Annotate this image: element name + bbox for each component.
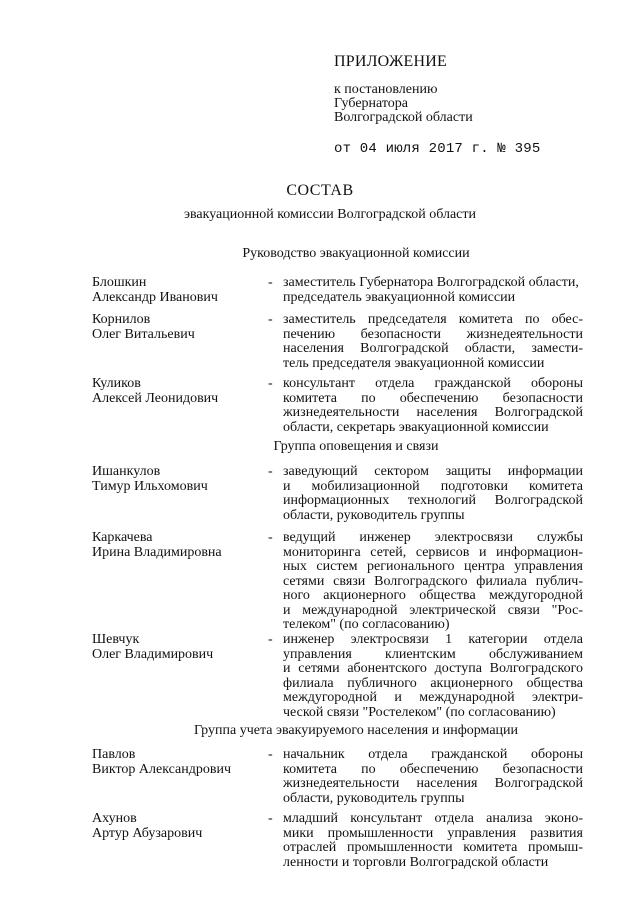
dash-separator: -	[268, 632, 273, 647]
role-line: заместитель председателя комитета по обес-	[283, 312, 583, 327]
role-line: мики промышленности управления развития	[283, 825, 583, 841]
role-line: телеком" (по согласованию)	[283, 617, 450, 632]
member-surname: Каркачева	[92, 530, 153, 545]
member-role	[283, 531, 583, 633]
member-surname: Шевчук	[92, 632, 140, 647]
role-line: и международной электрической связи "Рос-	[283, 602, 583, 618]
document-subtitle: эвакуационной комиссии Волгоградской области	[183, 207, 477, 222]
member-role	[283, 465, 583, 523]
role-line: печению безопасности жизнедеятельности	[283, 326, 583, 342]
dash-separator: -	[268, 312, 273, 327]
section-heading: Руководство эвакуационной комиссии	[242, 246, 470, 261]
dash-separator: -	[268, 811, 273, 826]
member-role	[283, 748, 583, 806]
member-role	[283, 313, 583, 371]
member-name	[92, 748, 262, 777]
role-line: жизнедеятельности населения Волгоградской	[283, 776, 583, 791]
member-surname: Куликов	[92, 376, 141, 391]
role-line: председатель эвакуационной комиссии	[283, 289, 516, 305]
role-line: тель председателя эвакуационной комиссии	[283, 355, 545, 371]
member-given-name: Ирина Владимировна	[92, 544, 222, 560]
role-line: филиала публичного акционерного общества	[283, 675, 583, 691]
role-line: начальник отдела гражданской обороны	[283, 747, 583, 762]
role-line: ленности и торговли Волгоградской области	[283, 854, 549, 870]
role-line: населения Волгоградской области, замести-	[283, 341, 583, 356]
appendix-line: Губернатора	[334, 96, 409, 111]
role-line: мониторинга сетей, сервисов и информацион-	[283, 544, 583, 560]
dash-separator: -	[268, 275, 273, 290]
appendix-line: Волгоградской области	[334, 110, 473, 125]
member-role	[283, 633, 583, 720]
dash-separator: -	[268, 530, 273, 545]
role-line: и мобилизационной подготовки комитета	[283, 478, 583, 494]
member-role	[283, 377, 583, 435]
section-heading: Группа учета эвакуируемого населения и информации	[193, 723, 519, 738]
member-given-name: Тимур Ильхомович	[92, 478, 208, 494]
role-line: сетями связи Волгоградского филиала публич-	[283, 573, 583, 589]
role-line: ного акционерного общества междугородной	[283, 588, 583, 603]
member-given-name: Олег Витальевич	[92, 326, 195, 342]
role-line: заведующий сектором защиты информации	[283, 464, 583, 479]
section-heading: Группа оповещения и связи	[273, 439, 439, 454]
role-line: инженер электросвязи 1 категории отдела	[283, 632, 583, 647]
role-line: комитета по обеспечению безопасности	[283, 390, 583, 406]
member-surname: Павлов	[92, 747, 136, 762]
role-line: ческой связи "Ростелеком" (по согласованию)	[283, 704, 556, 720]
role-line: жизнедеятельности населения Волгоградской	[283, 405, 583, 420]
appendix-block	[334, 54, 540, 157]
appendix-line: к постановлению	[334, 82, 438, 97]
role-line: ведущий инженер электросвязи службы	[283, 530, 583, 545]
member-surname: Блошкин	[92, 275, 147, 290]
role-line: консультант отдела гражданской обороны	[283, 376, 583, 391]
member-surname: Ахунов	[92, 811, 137, 826]
role-line: управления клиентским обслуживанием	[283, 646, 583, 662]
member-name	[92, 531, 262, 560]
member-given-name: Виктор Александрович	[92, 761, 232, 777]
member-surname: Корнилов	[92, 312, 151, 327]
role-line: отраслей промышленности комитета промыш-	[283, 840, 583, 855]
appendix-date: от 04 июля 2017 г. № 395	[334, 141, 541, 157]
member-name	[92, 377, 262, 406]
member-given-name: Артур Абузарович	[92, 825, 203, 841]
member-given-name: Олег Владимирович	[92, 646, 214, 662]
dash-separator: -	[268, 464, 273, 479]
member-role	[283, 812, 583, 870]
role-line: междугородной и международной электри-	[283, 690, 583, 705]
role-line: младший консультант отдела анализа эконо-	[283, 811, 583, 826]
member-given-name: Александр Иванович	[92, 289, 218, 305]
role-line: и сетями абонентского доступа Волгоградского	[283, 661, 583, 676]
role-line: комитета по обеспечению безопасности	[283, 761, 583, 777]
member-surname: Ишанкулов	[92, 464, 161, 479]
member-name	[92, 276, 262, 305]
member-name	[92, 465, 262, 494]
role-line: области, руководитель группы	[283, 790, 465, 806]
document-title: СОСТАВ	[286, 182, 354, 199]
dash-separator: -	[268, 376, 273, 391]
role-line: области, руководитель группы	[283, 507, 465, 523]
member-name	[92, 633, 262, 662]
role-line: заместитель Губернатора Волгоградской области,	[283, 275, 579, 290]
member-role	[283, 276, 583, 305]
member-name	[92, 313, 262, 342]
role-line: ных систем регионального центра управления	[283, 559, 583, 574]
member-given-name: Алексей Леонидович	[92, 390, 219, 406]
role-line: информационных технологий Волгоградской	[283, 493, 583, 508]
dash-separator: -	[268, 747, 273, 762]
appendix-title: ПРИЛОЖЕНИЕ	[334, 53, 448, 70]
role-line: области, секретарь эвакуационной комиссии	[283, 419, 549, 435]
member-name	[92, 812, 262, 841]
